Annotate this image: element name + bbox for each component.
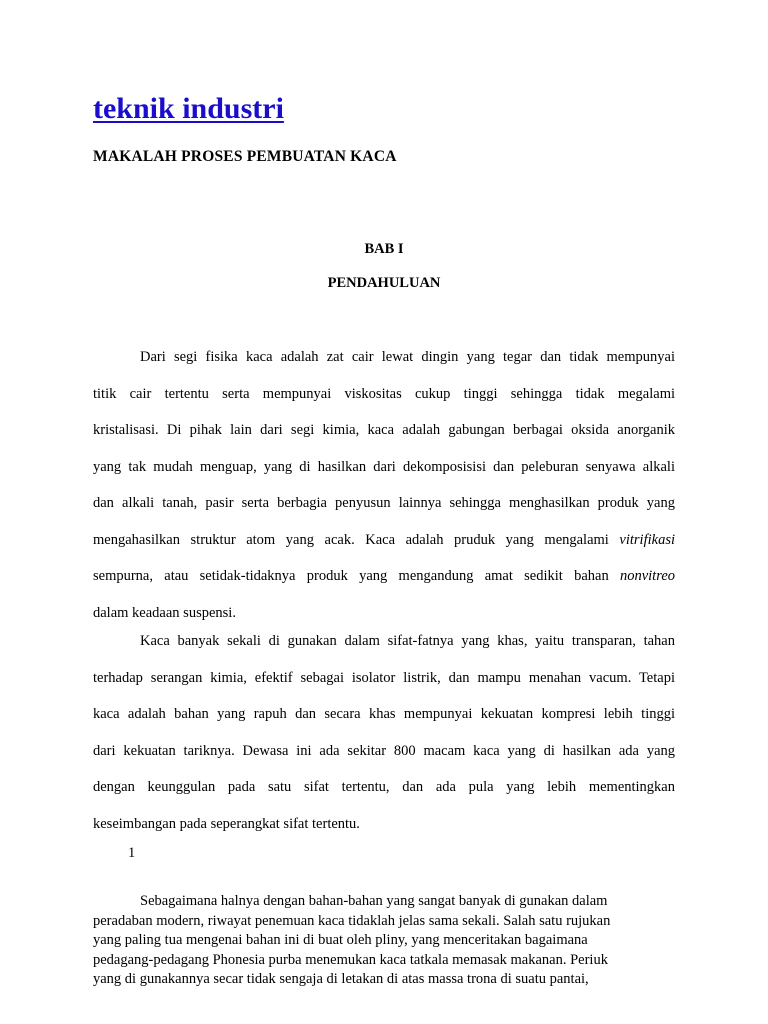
italic-term: nonvitreo bbox=[619, 568, 676, 584]
chapter-number: BAB I bbox=[364, 241, 404, 257]
paragraph-line: Kaca banyak sekali di gunakan dalam sifat-fatnya yang khas, yaitu transparan, tahan bbox=[140, 633, 675, 649]
paragraph-line: dengan keunggulan pada satu sifat tertentu, dan ada pula yang lebih mementingkan bbox=[93, 779, 675, 795]
paragraph-1 bbox=[93, 339, 675, 631]
paragraph-line: Dari segi fisika kaca adalah zat cair lewat dingin yang tegar dan tidak mempunyai bbox=[140, 349, 675, 365]
paragraph-line: yang di gunakannya secar tidak sengaja di letakan di atas massa trona di suatu pantai, bbox=[93, 971, 589, 987]
paragraph-line-with-italic bbox=[93, 558, 675, 595]
italic-term: vitrifikasi bbox=[619, 531, 676, 548]
paragraph-line: titik cair tertentu serta mempunyai viskositas cukup tinggi sehingga tidak megalami bbox=[93, 385, 675, 402]
paragraph-line: yang tak mudah menguap, yang di hasilkan dari dekomposisisi dan peleburan senyawa alkali bbox=[93, 458, 675, 475]
paragraph-line: Sebagaimana halnya dengan bahan-bahan yang sangat banyak di gunakan dalam bbox=[140, 893, 608, 909]
paragraph-line-text: mengahasilkan struktur atom yang acak. Kaca adalah pruduk yang mengalami bbox=[93, 531, 609, 548]
paragraph-line: pedagang-pedagang Phonesia purba menemukan kaca tatkala memasak makanan. Periuk bbox=[93, 951, 608, 968]
paragraph-2 bbox=[93, 623, 675, 842]
paragraph-line: kristalisasi. Di pihak lain dari segi kimia, kaca adalah gabungan berbagai oksida anorganik bbox=[93, 422, 675, 438]
paragraph-line-text: sempurna, atau setidak-tidaknya produk yang mengandung amat sedikit bahan bbox=[93, 568, 609, 584]
paragraph-line: keseimbangan pada seperangkat sifat tertentu. bbox=[93, 815, 360, 832]
paragraph-line: dalam keadaan suspensi. bbox=[93, 604, 236, 621]
page-number: 1 bbox=[128, 845, 136, 861]
paragraph-line: yang paling tua mengenai bahan ini di buat oleh pliny, yang menceritakan bagaimana bbox=[93, 932, 588, 948]
site-title-link[interactable]: teknik industri bbox=[93, 92, 284, 125]
paragraph-line-with-italic bbox=[93, 522, 675, 559]
paragraph-line: dari kekuatan tariknya. Dewasa ini ada sekitar 800 macam kaca yang di hasilkan ada yang bbox=[93, 742, 675, 759]
chapter-name: PENDAHULUAN bbox=[327, 275, 441, 291]
next-page-paragraph bbox=[93, 892, 653, 990]
paragraph-line: terhadap serangan kimia, efektif sebagai isolator listrik, dan mampu menahan vacum. Tetapi bbox=[93, 669, 675, 686]
document-title: MAKALAH PROSES PEMBUATAN KACA bbox=[93, 148, 397, 165]
paragraph-line: peradaban modern, riwayat penemuan kaca tidaklah jelas sama sekali. Salah satu rujukan bbox=[93, 912, 611, 929]
paragraph-line: dan alkali tanah, pasir serta berbagia penyusun lainnya sehingga menghasilkan produk yang bbox=[93, 495, 675, 511]
paragraph-line: kaca adalah bahan yang rapuh dan secara khas mempunyai kekuatan kompresi lebih tinggi bbox=[93, 706, 675, 722]
